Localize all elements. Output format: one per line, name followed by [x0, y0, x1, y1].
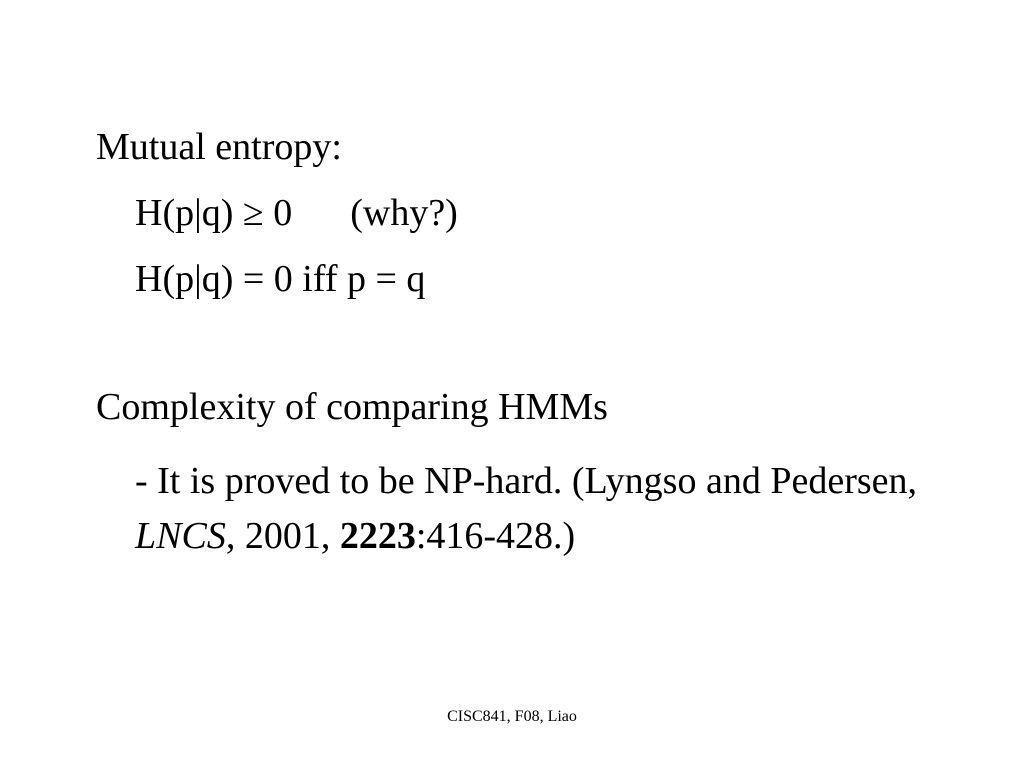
page-range: :416-428.) — [415, 515, 576, 557]
slide-footer: CISC841, F08, Liao — [447, 708, 577, 725]
journal-name: LNCS — [135, 515, 226, 557]
year-separator: , 2001, — [225, 515, 340, 557]
volume-number: 2223 — [339, 515, 416, 557]
np-hard-bullet — [135, 454, 935, 564]
equality-condition-line: H(p|q) = 0 iff p = q — [135, 258, 426, 300]
bullet-text: - It is proved to be NP-hard. (Lyngso and Pedersen, — [135, 460, 918, 502]
complexity-heading: Complexity of comparing HMMs — [96, 386, 608, 428]
mutual-entropy-heading: Mutual entropy: — [96, 126, 342, 168]
nonnegativity-expression: H(p|q) ≥ 0 — [135, 192, 293, 234]
nonnegativity-line — [135, 194, 458, 232]
why-note: (why?) — [350, 192, 458, 234]
